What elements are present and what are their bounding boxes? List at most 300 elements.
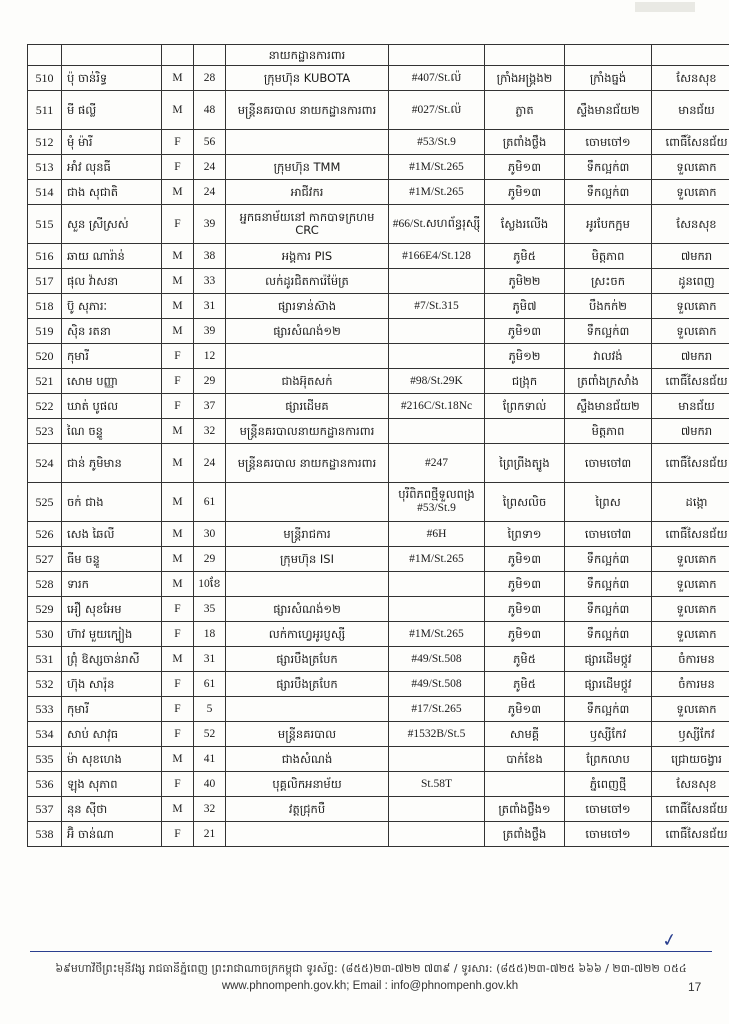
cell-age: 32: [194, 797, 226, 822]
signature-mark-icon: ✓: [660, 928, 679, 953]
cell-district: ពោធិ៍សែនជ័យ: [652, 522, 729, 547]
cell-name: ម៉ា សុខហេង: [62, 747, 162, 772]
cell-name: ចក់ ជាង: [62, 483, 162, 522]
cell-number: 524: [28, 444, 62, 483]
cell-district: សែនសុខ: [652, 66, 729, 91]
cell-age: 33: [194, 269, 226, 294]
case-registry-table: [27, 44, 729, 847]
table-row: [28, 647, 729, 672]
cell-sex: M: [162, 444, 194, 483]
cell-commune: ទឹកល្អក់៣: [565, 180, 652, 205]
cell-occupation: [226, 822, 389, 847]
cell-address: #027/St.ល៉: [389, 91, 485, 130]
cell-age: 35: [194, 597, 226, 622]
cell-number: 537: [28, 797, 62, 822]
table-row: [28, 483, 729, 522]
cell-district: ដង្កោ: [652, 483, 729, 522]
cell-occupation: ជាងសំណង់: [226, 747, 389, 772]
cell-number: 510: [28, 66, 62, 91]
cell-occupation: ផ្សារបឹងត្របែក: [226, 672, 389, 697]
cell-occupation: [226, 344, 389, 369]
cell-name: សេង ឆៃលី: [62, 522, 162, 547]
cell-name: សាប់ សាវុធ: [62, 722, 162, 747]
cell-sex: F: [162, 155, 194, 180]
cell-number: 527: [28, 547, 62, 572]
cell-commune: មិត្តភាព: [565, 244, 652, 269]
cell-village: ភូមិ១៣: [485, 597, 565, 622]
cell-sex: M: [162, 419, 194, 444]
table-row: [28, 205, 729, 244]
cell-name: សោម បញ្ញា: [62, 369, 162, 394]
cell-address: #1532B/St.5: [389, 722, 485, 747]
cell-village: ភូមិ១៣: [485, 180, 565, 205]
cell-village: ភូមិ៥: [485, 647, 565, 672]
cell-age: 21: [194, 822, 226, 847]
cell-name: កុមារី: [62, 697, 162, 722]
cell-address: #1M/St.265: [389, 547, 485, 572]
cell-occupation: ក្រុមហ៊ុន KUBOTA: [226, 66, 389, 91]
table-row: [28, 522, 729, 547]
cell-number: 520: [28, 344, 62, 369]
cell-village: ភ្លាត: [485, 91, 565, 130]
cell-commune: ទឹកល្អក់៣: [565, 572, 652, 597]
cell-name: ជាន់ ភូមិមាន: [62, 444, 162, 483]
cell-number: 538: [28, 822, 62, 847]
cell-address: #407/St.ល៉: [389, 66, 485, 91]
cell-occupation: ផ្សារសំណង់១២: [226, 319, 389, 344]
cell-number: 526: [28, 522, 62, 547]
cell-commune: មិត្តភាព: [565, 419, 652, 444]
cell-age: 18: [194, 622, 226, 647]
cell-commune: បឹងកក់២: [565, 294, 652, 319]
cell-district: មានជ័យ: [652, 91, 729, 130]
cell-address: #6H: [389, 522, 485, 547]
cell-address: [389, 822, 485, 847]
cell-address: #1M/St.265: [389, 180, 485, 205]
footer-address: ៦៩មហាវិថីព្រះមុនីវង្ស រាជធានីភ្នំពេញ ព្រះរាជាណាចក្រកម្ពុជា ទូរស័ព្ទ: (៨៥៥)២៣-៧២២ ៧៣៩ / ទូរសារ: (៨៥៥)២៣-៧២៥ ៦៦៦ / ២៣-៧២២ ០៥៤: [55, 962, 687, 975]
table-row: [28, 444, 729, 483]
cell-sex: F: [162, 697, 194, 722]
cell-name: ណៃ ចន្ទូ: [62, 419, 162, 444]
cell-sex: M: [162, 483, 194, 522]
cell-sex: M: [162, 269, 194, 294]
cell-sex: F: [162, 369, 194, 394]
cell-name: ឃាត់ បូផល: [62, 394, 162, 419]
cell-number: 531: [28, 647, 62, 672]
cell-district: មានជ័យ: [652, 394, 729, 419]
cell-age: 48: [194, 91, 226, 130]
cell-commune: ព្រែកលាប: [565, 747, 652, 772]
cell-commune: ទឹកល្អក់៣: [565, 155, 652, 180]
table-row: [28, 547, 729, 572]
table-row: [28, 572, 729, 597]
cell-age: 24: [194, 155, 226, 180]
cell-occupation: មន្ត្រីរាជការ: [226, 522, 389, 547]
cell-commune: ទឹកល្អក់៣: [565, 547, 652, 572]
cell-name: ប៊ូ សុភារៈ: [62, 294, 162, 319]
cell-village: ភូមិ៥: [485, 244, 565, 269]
cell-commune: ចោមចៅ១: [565, 130, 652, 155]
cell-age: 28: [194, 66, 226, 91]
cell-occupation: អាជីវករ: [226, 180, 389, 205]
cell-district: ៧មករា: [652, 244, 729, 269]
table-row: [28, 369, 729, 394]
cell-name: កុមារី: [62, 344, 162, 369]
cell-age: 31: [194, 294, 226, 319]
cell-name: មី ផល្លី: [62, 91, 162, 130]
cell-number: 512: [28, 130, 62, 155]
cell-commune: ទឹកល្អក់៣: [565, 319, 652, 344]
cell-number: 513: [28, 155, 62, 180]
cell-district: ចំការមន: [652, 672, 729, 697]
cell-district: ទួលគោក: [652, 547, 729, 572]
cell-commune: ស្ទឹងមានជ័យ២: [565, 394, 652, 419]
cell-number: 515: [28, 205, 62, 244]
cell-address: #53/St.9: [389, 130, 485, 155]
cell-age: 61: [194, 483, 226, 522]
cell-number: 511: [28, 91, 62, 130]
cell-sex: [162, 45, 194, 66]
cell-district: ពោធិ៍សែនជ័យ: [652, 822, 729, 847]
cell-commune: ព្រៃស: [565, 483, 652, 522]
cell-village: ត្រពាំងថ្លឹង: [485, 130, 565, 155]
cell-address: [389, 269, 485, 294]
cell-address: បុរីពិភពថ្មីទួលពង្រ #53/St.9: [389, 483, 485, 522]
cell-name: ទារក: [62, 572, 162, 597]
cell-district: ទួលគោក: [652, 597, 729, 622]
cell-occupation: មន្ត្រីនគរបាល: [226, 722, 389, 747]
cell-village: ភូមិ១៣: [485, 155, 565, 180]
cell-village: ភូមិ១៣: [485, 572, 565, 597]
cell-district: ពោធិ៍សែនជ័យ: [652, 369, 729, 394]
cell-sex: F: [162, 597, 194, 622]
cell-occupation: ផ្សារបឹងត្របែក: [226, 647, 389, 672]
cell-address: #7/St.315: [389, 294, 485, 319]
cell-commune: ស្ទឹងមានជ័យ២: [565, 91, 652, 130]
cell-commune: ទឹកល្អក់៣: [565, 697, 652, 722]
cell-address: #1M/St.265: [389, 155, 485, 180]
cell-age: 39: [194, 319, 226, 344]
cell-age: 40: [194, 772, 226, 797]
table-row: [28, 772, 729, 797]
cell-age: 32: [194, 419, 226, 444]
cell-number: 532: [28, 672, 62, 697]
cell-commune: ក្រាំងធ្នង់: [565, 66, 652, 91]
cell-district: ៧មករា: [652, 419, 729, 444]
table-row: [28, 180, 729, 205]
cell-age: 29: [194, 369, 226, 394]
cell-sex: F: [162, 394, 194, 419]
cell-village: ភូមិ៥: [485, 672, 565, 697]
cell-sex: M: [162, 522, 194, 547]
cell-occupation: ជាងអ៊ុតសក់: [226, 369, 389, 394]
cell-occupation: មន្ត្រីនគរបាលនាយកដ្ឋានការពារ: [226, 419, 389, 444]
cell-address: [389, 797, 485, 822]
cell-sex: F: [162, 672, 194, 697]
cell-commune: ឫស្សីកែវ: [565, 722, 652, 747]
cell-number: 519: [28, 319, 62, 344]
cell-sex: F: [162, 205, 194, 244]
cell-number: 530: [28, 622, 62, 647]
cell-district: ឫស្សីកែវ: [652, 722, 729, 747]
cell-village: ជង្រុក: [485, 369, 565, 394]
table-row: [28, 130, 729, 155]
cell-occupation: ផ្សារដើមគ: [226, 394, 389, 419]
cell-age: 56: [194, 130, 226, 155]
cell-address: #49/St.508: [389, 672, 485, 697]
cell-number: 528: [28, 572, 62, 597]
cell-name: អាំវ លុនធី: [62, 155, 162, 180]
page-top-mark: [635, 2, 695, 12]
cell-occupation: មន្ត្រីនគរបាល នាយកដ្ឋានការពារ: [226, 444, 389, 483]
table-row: [28, 697, 729, 722]
cell-address: #49/St.508: [389, 647, 485, 672]
cell-village: បាក់ខែង: [485, 747, 565, 772]
cell-sex: F: [162, 130, 194, 155]
cell-village: ព្រៃសលិច: [485, 483, 565, 522]
cell-occupation: នាយកដ្ឋានការពារ: [226, 45, 389, 66]
cell-name: [62, 45, 162, 66]
cell-district: ពោធិ៍សែនជ័យ: [652, 130, 729, 155]
cell-commune: ចោមចៅ១: [565, 797, 652, 822]
cell-occupation: [226, 572, 389, 597]
cell-sex: F: [162, 822, 194, 847]
cell-district: [652, 45, 729, 66]
cell-village: ត្រពាំងថ្លឹង: [485, 822, 565, 847]
cell-district: ទួលគោក: [652, 294, 729, 319]
cell-address: St.58T: [389, 772, 485, 797]
table-row: [28, 622, 729, 647]
cell-number: 521: [28, 369, 62, 394]
cell-name: ព្រុំ ឱស្សចាន់រាសី: [62, 647, 162, 672]
cell-age: 38: [194, 244, 226, 269]
cell-name: ហ៊ាវ មួយក្បៀង: [62, 622, 162, 647]
cell-name: នុន ស៊ីថា: [62, 797, 162, 822]
table-row: [28, 394, 729, 419]
cell-name: ហ៊ុង សារ៉ុន: [62, 672, 162, 697]
cell-district: ជ្រោយចង្វារ: [652, 747, 729, 772]
cell-address: [389, 319, 485, 344]
cell-number: 523: [28, 419, 62, 444]
table-row: [28, 319, 729, 344]
cell-village: សាមគ្គី: [485, 722, 565, 747]
cell-occupation: បុគ្គលិកអនាម័យ: [226, 772, 389, 797]
cell-age: 12: [194, 344, 226, 369]
cell-name: ប៉ុ ចាន់រិទ្ធ: [62, 66, 162, 91]
cell-commune: អូរបែកក្អម: [565, 205, 652, 244]
cell-sex: M: [162, 180, 194, 205]
cell-commune: ទឹកល្អក់៣: [565, 597, 652, 622]
cell-age: 24: [194, 180, 226, 205]
cell-sex: M: [162, 647, 194, 672]
cell-age: 5: [194, 697, 226, 722]
cell-occupation: [226, 483, 389, 522]
footer-website: www.phnompenh.gov.kh; Email : info@phnompenh.gov.kh: [221, 980, 519, 992]
cell-village: [485, 419, 565, 444]
cell-name: ឡុង សុភាព: [62, 772, 162, 797]
cell-age: 30: [194, 522, 226, 547]
cell-occupation: [226, 130, 389, 155]
table-row: [28, 45, 729, 66]
cell-village: [485, 45, 565, 66]
cell-district: សែនសុខ: [652, 772, 729, 797]
cell-occupation: លក់ដូរជិតការ៉េម៉ែត្រ: [226, 269, 389, 294]
cell-sex: M: [162, 294, 194, 319]
table-row: [28, 722, 729, 747]
cell-address: [389, 45, 485, 66]
cell-age: 24: [194, 444, 226, 483]
cell-age: 39: [194, 205, 226, 244]
cell-district: ចំការមន: [652, 647, 729, 672]
cell-district: ពោធិ៍សែនជ័យ: [652, 797, 729, 822]
cell-sex: M: [162, 547, 194, 572]
cell-age: 31: [194, 647, 226, 672]
cell-number: 518: [28, 294, 62, 319]
cell-number: 534: [28, 722, 62, 747]
cell-sex: F: [162, 722, 194, 747]
cell-address: [389, 747, 485, 772]
cell-sex: F: [162, 344, 194, 369]
cell-age: [194, 45, 226, 66]
cell-village: ភូមិ១៣: [485, 622, 565, 647]
cell-district: ៧មករា: [652, 344, 729, 369]
cell-occupation: លក់កាហ្វេអូរប្ញស្សី: [226, 622, 389, 647]
cell-village: ព្រៃទា១: [485, 522, 565, 547]
table-body: [28, 45, 729, 847]
cell-number: 514: [28, 180, 62, 205]
cell-village: ភូមិ១៣: [485, 547, 565, 572]
cell-number: 522: [28, 394, 62, 419]
cell-occupation: [226, 697, 389, 722]
cell-commune: វាលវង់: [565, 344, 652, 369]
cell-district: ទួលគោក: [652, 155, 729, 180]
cell-name: សួន ស្រីស្រស់: [62, 205, 162, 244]
cell-name: ផុល វ៉ាសនា: [62, 269, 162, 294]
cell-village: ភូមិ១២: [485, 344, 565, 369]
cell-occupation: វត្តជ្រុកបឺ: [226, 797, 389, 822]
cell-commune: ផ្សារដើមថ្កូវ: [565, 647, 652, 672]
cell-occupation: អង្គការ PIS: [226, 244, 389, 269]
table-row: [28, 66, 729, 91]
table-row: [28, 244, 729, 269]
cell-commune: [565, 45, 652, 66]
cell-district: ទួលគោក: [652, 572, 729, 597]
cell-sex: M: [162, 91, 194, 130]
cell-district: ដូនពេញ: [652, 269, 729, 294]
cell-commune: ចោមចៅ៣: [565, 444, 652, 483]
cell-village: ក្រាំងអង្គ្រង២: [485, 66, 565, 91]
table-row: [28, 294, 729, 319]
cell-age: 10ខែ: [194, 572, 226, 597]
cell-address: #98/St.29K: [389, 369, 485, 394]
cell-number: 533: [28, 697, 62, 722]
cell-name: ធីម ចន្ទូ: [62, 547, 162, 572]
table-row: [28, 269, 729, 294]
cell-commune: ផ្សារដើមថ្កូវ: [565, 672, 652, 697]
table-row: [28, 344, 729, 369]
cell-district: សែនសុខ: [652, 205, 729, 244]
cell-address: [389, 572, 485, 597]
cell-sex: M: [162, 747, 194, 772]
cell-sex: M: [162, 572, 194, 597]
cell-name: ស៊ិន រតនា: [62, 319, 162, 344]
footer-divider: [30, 951, 712, 952]
cell-number: 517: [28, 269, 62, 294]
cell-address: [389, 344, 485, 369]
cell-occupation: ក្រុមហ៊ុន ISI: [226, 547, 389, 572]
cell-commune: ទឹកល្អក់៣: [565, 622, 652, 647]
cell-name: ជាង សុជាតិ: [62, 180, 162, 205]
cell-commune: ចោមចៅ៣: [565, 522, 652, 547]
cell-village: ភូមិ១៣: [485, 697, 565, 722]
cell-number: 535: [28, 747, 62, 772]
cell-number: 525: [28, 483, 62, 522]
cell-district: ពោធិ៍សែនជ័យ: [652, 444, 729, 483]
cell-commune: ចោមចៅ១: [565, 822, 652, 847]
cell-address: #1M/St.265: [389, 622, 485, 647]
cell-address: #166E4/St.128: [389, 244, 485, 269]
cell-district: ទួលគោក: [652, 180, 729, 205]
cell-commune: ភ្នំពេញថ្មី: [565, 772, 652, 797]
cell-district: ទួលគោក: [652, 319, 729, 344]
cell-village: [485, 772, 565, 797]
table-row: [28, 597, 729, 622]
cell-village: ព្រែកទាល់: [485, 394, 565, 419]
cell-sex: M: [162, 244, 194, 269]
cell-commune: ត្រពាំងក្រសាំង: [565, 369, 652, 394]
cell-name: ឆាយ ណារ៉ាន់: [62, 244, 162, 269]
cell-number: 529: [28, 597, 62, 622]
cell-address: #247: [389, 444, 485, 483]
cell-number: 516: [28, 244, 62, 269]
cell-sex: M: [162, 797, 194, 822]
cell-occupation: មន្ត្រីនគរបាល នាយកដ្ឋានការពារ: [226, 91, 389, 130]
cell-sex: M: [162, 66, 194, 91]
page-number: 17: [688, 980, 702, 994]
cell-sex: F: [162, 622, 194, 647]
cell-village: ភូមិ៧: [485, 294, 565, 319]
table-row: [28, 91, 729, 130]
table-row: [28, 797, 729, 822]
cell-age: 37: [194, 394, 226, 419]
cell-village: ស្លែងរលើង: [485, 205, 565, 244]
cell-district: ទួលគោក: [652, 697, 729, 722]
cell-age: 41: [194, 747, 226, 772]
cell-occupation: អ្នកធនាម័យនៅ កាកបាទក្រហម CRC: [226, 205, 389, 244]
cell-occupation: ក្រុមហ៊ុន TMM: [226, 155, 389, 180]
cell-occupation: ផ្សារទាន់ស៊ាង: [226, 294, 389, 319]
cell-address: #216C/St.18Nc: [389, 394, 485, 419]
cell-age: 29: [194, 547, 226, 572]
table-row: [28, 747, 729, 772]
table-row: [28, 419, 729, 444]
cell-sex: F: [162, 772, 194, 797]
cell-address: [389, 419, 485, 444]
cell-address: [389, 597, 485, 622]
cell-address: #17/St.265: [389, 697, 485, 722]
cell-district: ទួលគោក: [652, 622, 729, 647]
cell-name: មុំ ម៉ារី: [62, 130, 162, 155]
cell-village: ព្រៃព្រីងត្បូង: [485, 444, 565, 483]
cell-village: ភូមិ១៣: [485, 319, 565, 344]
cell-age: 52: [194, 722, 226, 747]
cell-number: 536: [28, 772, 62, 797]
cell-commune: ស្រះចក: [565, 269, 652, 294]
cell-village: ត្រពាំងថ្លឹង១: [485, 797, 565, 822]
table-row: [28, 155, 729, 180]
cell-sex: M: [162, 319, 194, 344]
cell-name: អ៊ិ ចាន់ណា: [62, 822, 162, 847]
